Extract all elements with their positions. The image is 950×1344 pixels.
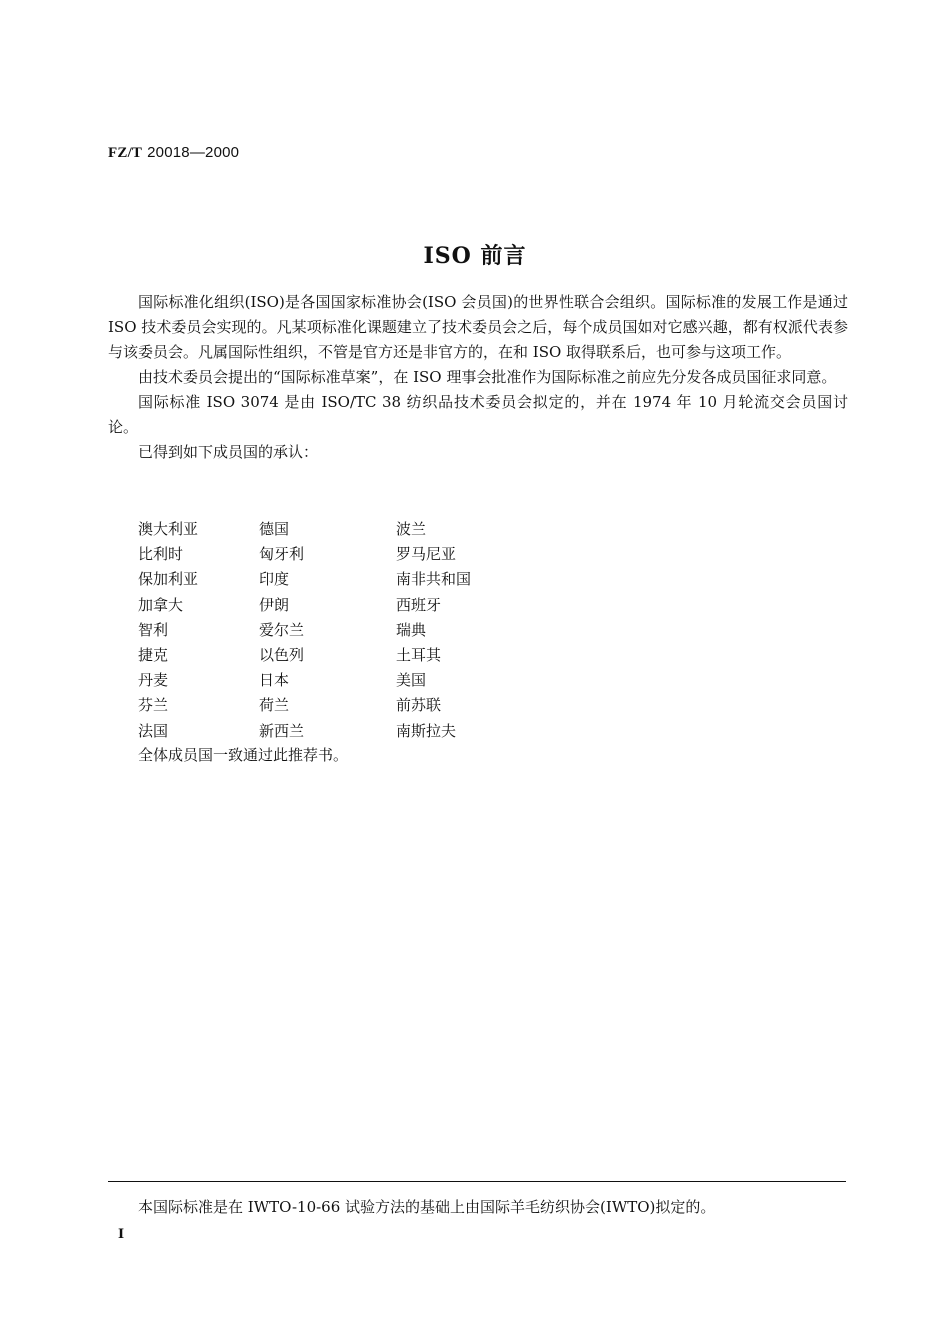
country-name: 匈牙利 xyxy=(259,545,305,564)
country-name: 土耳其 xyxy=(396,645,442,664)
country-name: 丹麦 xyxy=(138,671,169,690)
country-name: 澳大利亚 xyxy=(138,520,199,538)
paragraph-approval: 已得到如下成员国的承认： xyxy=(138,443,319,461)
paragraph-iso3074: 国际标准 ISO 3074 是由 ISO/TC 38 纺织品技术委员会拟定的，并在 1974 年 10 月轮流交会员国讨论。 xyxy=(108,393,848,436)
country-row xyxy=(138,593,546,618)
country-name: 新西兰 xyxy=(259,721,305,740)
country-name: 智利 xyxy=(138,620,169,639)
footnote-divider xyxy=(108,1181,846,1182)
country-name: 罗马尼亚 xyxy=(396,545,457,564)
closing-statement: 全体成员国一致通过此推荐书。 xyxy=(138,746,349,764)
country-name: 法国 xyxy=(138,721,169,740)
country-name: 保加利亚 xyxy=(138,570,199,589)
country-row xyxy=(138,618,546,643)
body-text xyxy=(108,290,848,465)
standard-prefix: FZ/T xyxy=(108,145,143,161)
country-name: 捷克 xyxy=(138,645,169,664)
country-name: 前苏联 xyxy=(396,696,442,715)
country-name: 印度 xyxy=(259,570,290,589)
member-country-list xyxy=(138,517,546,744)
country-row xyxy=(138,542,546,567)
country-name: 瑞典 xyxy=(396,620,427,639)
country-name: 荷兰 xyxy=(259,696,290,715)
paragraph-draft: 由技术委员会提出的“国际标准草案”，在 ISO 理事会批准作为国际标准之前应先分发各成员国征求同意。 xyxy=(138,368,837,386)
country-name: 德国 xyxy=(259,520,290,538)
country-name: 加拿大 xyxy=(138,595,184,614)
paragraph-intro: 国际标准化组织(ISO)是各国国家标准协会(ISO 会员国)的世界性联合会组织。国际标准的发展工作是通过 ISO 技术委员会实现的。凡某项标准化课题建立了技术委员会之后，每个成员国如对它感兴趣，都有权派代表参与该委员会。凡属国际性组织，不管是官方还是非官方的，在和 ISO 取得联系后，也可参与这项工作。 xyxy=(108,293,848,361)
country-name: 西班牙 xyxy=(396,595,442,614)
country-name: 芬兰 xyxy=(138,696,169,715)
country-name: 伊朗 xyxy=(259,595,290,614)
country-name: 南非共和国 xyxy=(396,570,472,589)
standard-code xyxy=(108,143,239,162)
footnote: 本国际标准是在 IWTO-10-66 试验方法的基础上由国际羊毛纺织协会(IWTO)拟定的。 xyxy=(138,1198,716,1216)
country-name: 日本 xyxy=(259,671,290,690)
standard-number: 20018—2000 xyxy=(147,144,240,161)
country-row xyxy=(138,567,546,592)
page-number: I xyxy=(118,1227,125,1242)
country-name: 南斯拉夫 xyxy=(396,721,457,740)
country-row xyxy=(138,719,546,744)
country-row xyxy=(138,643,546,668)
country-row xyxy=(138,517,546,542)
country-name: 比利时 xyxy=(138,545,184,564)
country-name: 以色列 xyxy=(259,645,305,664)
country-row xyxy=(138,668,546,693)
country-row xyxy=(138,693,546,718)
page-title: ISO 前言 xyxy=(423,243,527,269)
country-name: 美国 xyxy=(396,671,427,690)
country-name: 爱尔兰 xyxy=(259,620,305,639)
country-name: 波兰 xyxy=(396,520,427,538)
